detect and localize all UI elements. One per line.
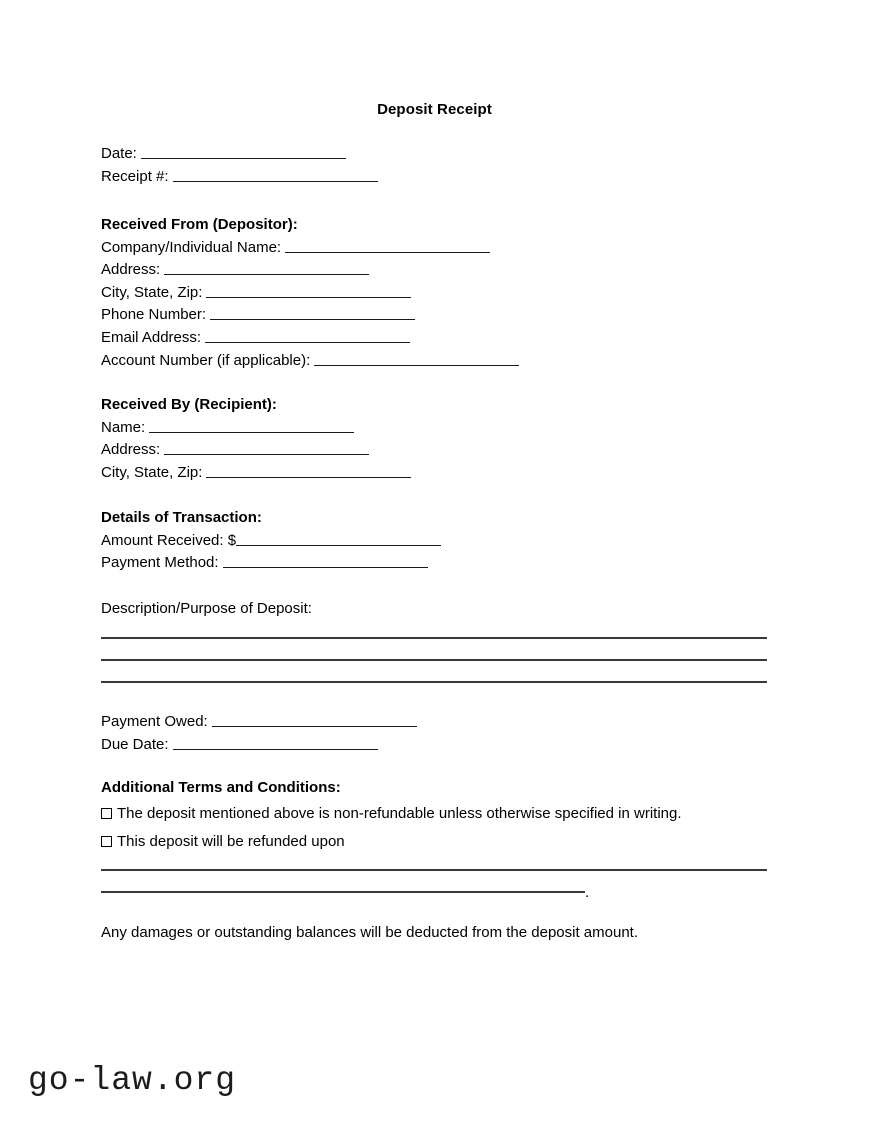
field-payment-method-label: Payment Method: [101, 554, 219, 572]
page-title: Deposit Receipt [377, 101, 492, 118]
field-depositor-city-state-zip-label: City, State, Zip: [101, 283, 203, 301]
field-company-name-label: Company/Individual Name: [101, 238, 282, 256]
field-depositor-address-blank[interactable] [164, 261, 369, 275]
field-account-number-label: Account Number (if applicable): [101, 351, 311, 369]
field-due-date[interactable] [101, 734, 417, 757]
terms-checkbox-row-non-refundable[interactable] [101, 803, 682, 831]
terms-line-1[interactable] [101, 869, 767, 871]
terms-trailing-period: . [585, 884, 590, 901]
field-recipient-name-blank[interactable] [149, 419, 354, 433]
field-phone-number-label: Phone Number: [101, 306, 207, 324]
field-payment-method-blank[interactable] [223, 554, 428, 568]
terms-checkbox-label-refunded-upon: This deposit will be refunded upon [117, 832, 345, 850]
closing-statement [101, 922, 638, 945]
section-additional-terms [101, 777, 682, 859]
field-depositor-city-state-zip[interactable] [101, 282, 519, 305]
section-heading-additional-terms-colon: : [335, 779, 341, 796]
field-depositor-city-state-zip-blank[interactable] [206, 284, 411, 298]
field-recipient-city-state-zip-blank[interactable] [206, 464, 411, 478]
section-heading-transaction-colon: : [256, 509, 262, 526]
field-recipient-name[interactable] [101, 417, 411, 440]
terms-checkbox-label-non-refundable: The deposit mentioned above is non-refundable unless otherwise specified in writing. [117, 804, 682, 822]
field-email-address-label: Email Address: [101, 328, 202, 346]
section-heading-depositor [101, 214, 519, 237]
field-account-number[interactable] [101, 350, 519, 373]
field-amount-received[interactable] [101, 530, 441, 553]
field-date-blank[interactable] [141, 145, 346, 159]
section-heading-transaction [101, 507, 441, 530]
field-phone-number[interactable] [101, 304, 519, 327]
field-payment-owed-label: Payment Owed: [101, 713, 208, 730]
field-amount-received-label: Amount Received: $ [101, 531, 237, 549]
field-email-address[interactable] [101, 327, 519, 350]
field-due-date-label: Due Date: [101, 735, 169, 753]
section-heading-recipient [101, 394, 411, 417]
field-due-date-blank[interactable] [173, 736, 378, 750]
field-recipient-address-blank[interactable] [164, 441, 369, 455]
section-heading-depositor-colon: : [292, 216, 298, 233]
field-company-name-blank[interactable] [285, 239, 490, 253]
description-line-3[interactable] [101, 681, 767, 683]
field-payment-owed[interactable] [101, 711, 417, 734]
section-recipient [101, 394, 411, 484]
description-line-1[interactable] [101, 637, 767, 639]
section-heading-additional-terms-text: Additional Terms and Conditions [101, 779, 336, 796]
field-date-label: Date: [101, 145, 137, 162]
field-account-number-blank[interactable] [314, 352, 519, 366]
field-receipt-number-blank[interactable] [173, 168, 378, 182]
section-heading-additional-terms [101, 777, 682, 800]
field-amount-received-blank[interactable] [236, 532, 441, 546]
checkbox-icon-non-refundable[interactable] [101, 808, 112, 819]
closing-statement-row [101, 922, 638, 945]
field-description-purpose-label-row [101, 598, 312, 621]
field-payment-method[interactable] [101, 552, 441, 575]
closing-statement-text: Any damages or outstanding balances will be deducted from the deposit amount. [101, 924, 638, 941]
description-line-2[interactable] [101, 659, 767, 661]
section-heading-recipient-text: Received By (Recipient) [101, 396, 272, 413]
field-recipient-address[interactable] [101, 439, 411, 462]
field-description-purpose [101, 598, 312, 621]
field-receipt-number-label: Receipt #: [101, 167, 169, 185]
checkbox-icon-refunded-upon[interactable] [101, 836, 112, 847]
field-recipient-city-state-zip[interactable] [101, 462, 411, 485]
header-fields-group [101, 143, 378, 188]
field-recipient-city-state-zip-label: City, State, Zip: [101, 463, 203, 481]
terms-line-2[interactable] [101, 891, 585, 893]
section-heading-recipient-colon: : [271, 396, 277, 413]
section-depositor [101, 214, 519, 372]
terms-checkbox-row-refunded-upon[interactable] [101, 831, 682, 859]
field-phone-number-blank[interactable] [210, 306, 415, 320]
section-heading-depositor-text: Received From (Depositor) [101, 216, 293, 233]
field-depositor-address[interactable] [101, 259, 519, 282]
field-date[interactable] [101, 143, 378, 166]
field-recipient-address-label: Address: [101, 441, 161, 459]
field-depositor-address-label: Address: [101, 261, 161, 279]
site-watermark: go-law.org [28, 1062, 237, 1099]
field-payment-owed-blank[interactable] [212, 713, 417, 727]
field-email-address-blank[interactable] [205, 329, 410, 343]
section-payment-terms [101, 711, 417, 756]
field-description-purpose-label: Description/Purpose of Deposit: [101, 600, 312, 617]
section-transaction [101, 507, 441, 575]
field-receipt-number[interactable] [101, 166, 378, 189]
field-company-name[interactable] [101, 237, 519, 260]
field-recipient-name-label: Name: [101, 418, 146, 436]
section-heading-transaction-text: Details of Transaction [101, 509, 257, 526]
